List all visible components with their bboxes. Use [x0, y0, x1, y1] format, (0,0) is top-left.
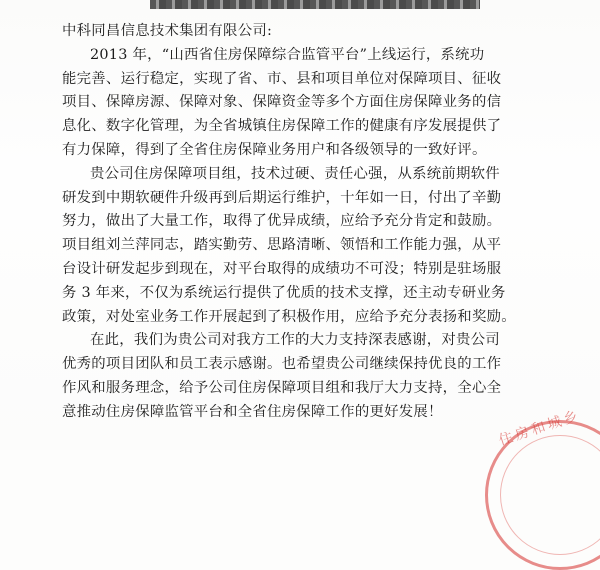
salutation: 中科同昌信息技术集团有限公司:	[62, 23, 273, 39]
paragraph-line: 务 3 年来，不仅为系统运行提供了优质的技术支撑，还主动专研业务	[62, 284, 506, 301]
seal-text: 住房和城乡	[496, 407, 583, 450]
letter-body	[62, 20, 562, 425]
paragraph-line: 2013 年，“山西省住房保障综合监管平台”上线运行，系统功	[90, 46, 485, 63]
paragraph-line: 项目组刘兰萍同志，踏实勤劳、思路清晰、领悟和工作能力强，从平	[62, 237, 502, 254]
paragraph-line: 台设计研发起步到现在，对平台取得的成绩功不可没；特别是驻场服	[62, 260, 502, 277]
paragraph-line: 研发到中期软硬件升级再到后期运行维护，十年如一日，付出了辛勤	[62, 189, 502, 206]
paragraph-line: 作风和服务理念，给予公司住房保障项目组和我厅大力支持，全心全	[62, 379, 502, 396]
paragraph-line: 贵公司住房保障项目组，技术过硬、责任心强，从系统前期软件	[90, 165, 500, 182]
paragraph-line: 能完善、运行稳定，实现了省、市、县和项目单位对保障项目、征收	[62, 70, 502, 87]
paragraph-line: 意推动住房保障监管平台和全省住房保障工作的更好发展！	[62, 403, 443, 420]
paragraph-line: 项目、保障房源、保障对象、保障资金等多个方面住房保障业务的信	[62, 94, 502, 111]
paragraph-line: 息化、数字化管理，为全省城镇住房保障工作的健康有序发展提供了	[62, 118, 502, 135]
paragraph-line: 政策，对处室业务工作开展起到了积极作用，应给予充分表扬和奖励。	[62, 308, 516, 325]
paragraph-line: 在此，我们为贵公司对我方工作的大力支持深表感谢，对贵公司	[90, 332, 500, 349]
paragraph-line: 优秀的项目团队和员工表示感谢。也希望贵公司继续保持优良的工作	[62, 356, 502, 373]
paragraph-line: 努力，做出了大量工作，取得了优异成绩，应给予充分肯定和鼓励。	[62, 213, 502, 230]
official-seal	[485, 407, 600, 570]
seal-inner-ring	[500, 435, 600, 555]
paragraph-line: 有力保障，得到了全省住房保障业务用户和各级领导的一致好评。	[62, 141, 487, 158]
letterhead-rule	[150, 0, 480, 9]
